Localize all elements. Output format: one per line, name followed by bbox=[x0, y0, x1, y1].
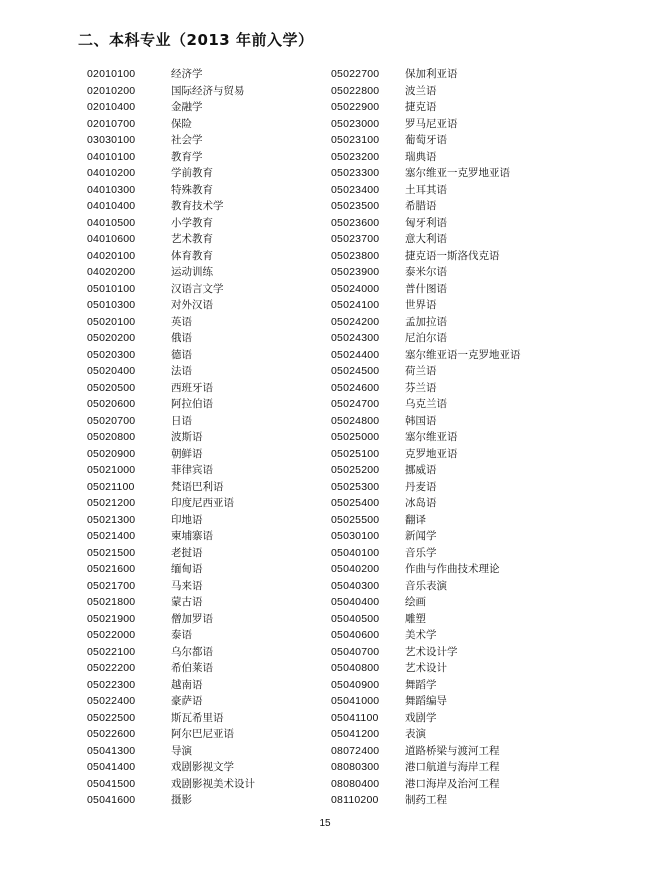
major-name: 运动训练 bbox=[171, 266, 213, 278]
major-list-left bbox=[87, 66, 357, 809]
major-row bbox=[87, 149, 357, 166]
major-row bbox=[87, 644, 357, 661]
major-code: 05022200 bbox=[87, 662, 136, 674]
major-code: 05020100 bbox=[87, 315, 136, 328]
major-row bbox=[331, 149, 601, 166]
major-row bbox=[331, 330, 601, 347]
major-name: 梵语巴利语 bbox=[171, 480, 224, 493]
major-code: 05024000 bbox=[331, 282, 380, 295]
major-row bbox=[331, 710, 601, 727]
major-code: 05040700 bbox=[331, 645, 380, 658]
major-row bbox=[87, 182, 357, 199]
major-code: 05025300 bbox=[331, 480, 380, 493]
major-row bbox=[331, 644, 601, 661]
major-code: 05023800 bbox=[331, 249, 380, 262]
major-name: 法语 bbox=[171, 365, 192, 377]
major-row bbox=[331, 297, 601, 314]
major-row bbox=[87, 330, 357, 347]
major-code: 08072400 bbox=[331, 744, 380, 757]
major-row bbox=[87, 743, 357, 760]
major-code: 05020300 bbox=[87, 348, 136, 361]
major-code: 05023000 bbox=[331, 117, 380, 130]
major-row bbox=[87, 677, 357, 694]
major-code: 05025200 bbox=[331, 464, 380, 476]
major-name: 体育教育 bbox=[171, 249, 213, 262]
major-row bbox=[331, 396, 601, 413]
major-code: 05022100 bbox=[87, 645, 136, 658]
major-name: 波斯语 bbox=[171, 431, 203, 443]
major-row bbox=[331, 528, 601, 545]
major-name: 马来语 bbox=[171, 579, 203, 592]
major-code: 08080300 bbox=[331, 761, 380, 773]
major-row bbox=[331, 281, 601, 298]
major-name: 波兰语 bbox=[405, 84, 437, 97]
major-code: 05022700 bbox=[331, 68, 380, 80]
major-code: 02010100 bbox=[87, 68, 136, 80]
major-code: 05021500 bbox=[87, 546, 136, 559]
major-name: 保险 bbox=[171, 117, 192, 130]
major-name: 克罗地亚语 bbox=[405, 447, 458, 460]
major-code: 05025000 bbox=[331, 431, 380, 443]
major-code: 05041400 bbox=[87, 761, 136, 773]
major-row bbox=[331, 561, 601, 578]
major-row bbox=[331, 231, 601, 248]
major-code: 05021400 bbox=[87, 530, 136, 542]
major-name: 音乐表演 bbox=[405, 579, 447, 592]
major-row bbox=[87, 380, 357, 397]
major-name: 缅甸语 bbox=[171, 563, 203, 575]
major-code: 04010600 bbox=[87, 233, 136, 245]
major-code: 05021900 bbox=[87, 612, 136, 625]
major-code: 05023400 bbox=[331, 183, 380, 196]
major-row bbox=[87, 446, 357, 463]
major-code: 05040500 bbox=[331, 612, 380, 625]
major-code: 05024500 bbox=[331, 365, 380, 377]
major-name: 豪萨语 bbox=[171, 695, 203, 707]
major-name: 国际经济与贸易 bbox=[171, 84, 245, 97]
major-name: 柬埔寨语 bbox=[171, 530, 213, 542]
major-name: 导演 bbox=[171, 744, 192, 757]
major-code: 05020600 bbox=[87, 398, 136, 410]
major-name: 艺术教育 bbox=[171, 233, 213, 245]
major-name: 艺术设计学 bbox=[405, 645, 458, 658]
major-name: 乌尔都语 bbox=[171, 645, 213, 658]
major-row bbox=[331, 743, 601, 760]
major-row bbox=[331, 479, 601, 496]
major-code: 05020700 bbox=[87, 414, 136, 427]
major-code: 05041600 bbox=[87, 794, 136, 806]
major-name: 俄语 bbox=[171, 332, 192, 344]
major-row bbox=[87, 594, 357, 611]
major-name: 印地语 bbox=[171, 513, 203, 526]
major-row bbox=[331, 264, 601, 281]
major-code: 04010500 bbox=[87, 216, 136, 229]
major-name: 乌克兰语 bbox=[405, 398, 447, 410]
major-name: 艺术设计 bbox=[405, 662, 447, 674]
major-row bbox=[87, 413, 357, 430]
major-name: 意大利语 bbox=[405, 233, 447, 245]
major-row bbox=[331, 347, 601, 364]
major-code: 05021600 bbox=[87, 563, 136, 575]
major-name: 塞尔维亚语一克罗地亚语 bbox=[405, 348, 521, 361]
major-row bbox=[331, 182, 601, 199]
major-name: 冰岛语 bbox=[405, 497, 437, 509]
major-row bbox=[331, 578, 601, 595]
major-row bbox=[87, 479, 357, 496]
major-list-right bbox=[331, 66, 601, 809]
major-row bbox=[87, 611, 357, 628]
major-code: 05020500 bbox=[87, 381, 136, 394]
major-code: 05021200 bbox=[87, 497, 136, 509]
major-name: 港口海岸及治河工程 bbox=[405, 777, 500, 790]
major-row bbox=[87, 578, 357, 595]
major-row bbox=[331, 248, 601, 265]
major-code: 05041500 bbox=[87, 777, 136, 790]
major-row bbox=[331, 792, 601, 809]
major-name: 教育学 bbox=[171, 150, 203, 163]
major-row bbox=[331, 380, 601, 397]
major-row bbox=[87, 726, 357, 743]
major-row bbox=[331, 132, 601, 149]
major-code: 05040200 bbox=[331, 563, 380, 575]
major-row bbox=[87, 693, 357, 710]
major-code: 05023300 bbox=[331, 167, 380, 179]
major-name: 僧加罗语 bbox=[171, 612, 213, 625]
major-row bbox=[331, 462, 601, 479]
major-code: 05024100 bbox=[331, 299, 380, 311]
major-row bbox=[87, 545, 357, 562]
major-code: 05021800 bbox=[87, 596, 136, 608]
major-name: 越南语 bbox=[171, 678, 203, 691]
major-name: 斯瓦希里语 bbox=[171, 711, 224, 724]
major-name: 作曲与作曲技术理论 bbox=[405, 563, 500, 575]
major-code: 02010700 bbox=[87, 117, 136, 130]
major-name: 雕塑 bbox=[405, 612, 426, 625]
major-name: 新闻学 bbox=[405, 530, 437, 542]
major-name: 港口航道与海岸工程 bbox=[405, 761, 500, 773]
major-code: 08110200 bbox=[331, 794, 379, 806]
major-row bbox=[87, 347, 357, 364]
major-row bbox=[331, 693, 601, 710]
major-name: 希腊语 bbox=[405, 200, 437, 212]
major-row bbox=[331, 66, 601, 83]
major-code: 04020200 bbox=[87, 266, 136, 278]
major-row bbox=[331, 776, 601, 793]
major-code: 04010200 bbox=[87, 167, 136, 179]
major-name: 菲律宾语 bbox=[171, 464, 213, 476]
major-code: 05020800 bbox=[87, 431, 136, 443]
page-number: 15 bbox=[319, 818, 331, 829]
major-name: 丹麦语 bbox=[405, 480, 437, 493]
major-code: 05022800 bbox=[331, 84, 380, 97]
major-row bbox=[87, 297, 357, 314]
major-code: 04020100 bbox=[87, 249, 136, 262]
major-code: 04010100 bbox=[87, 150, 136, 163]
major-row bbox=[331, 165, 601, 182]
major-row bbox=[87, 363, 357, 380]
major-row bbox=[87, 528, 357, 545]
major-code: 05022300 bbox=[87, 678, 136, 691]
major-name: 孟加拉语 bbox=[405, 315, 447, 328]
major-code: 05030100 bbox=[331, 530, 380, 542]
major-code: 05024600 bbox=[331, 381, 380, 394]
major-name: 世界语 bbox=[405, 299, 437, 311]
major-code: 03030100 bbox=[87, 134, 136, 146]
major-name: 泰米尔语 bbox=[405, 266, 447, 278]
major-row bbox=[331, 99, 601, 116]
major-name: 泰语 bbox=[171, 629, 192, 641]
major-row bbox=[87, 198, 357, 215]
major-code: 05024200 bbox=[331, 315, 380, 328]
major-name: 塞尔维亚一克罗地亚语 bbox=[405, 167, 510, 179]
major-name: 道路桥梁与渡河工程 bbox=[405, 744, 500, 757]
major-row bbox=[87, 495, 357, 512]
major-code: 05025500 bbox=[331, 513, 380, 526]
major-row bbox=[331, 495, 601, 512]
major-code: 05022000 bbox=[87, 629, 136, 641]
major-name: 绘画 bbox=[405, 596, 426, 608]
major-name: 翻译 bbox=[405, 513, 426, 526]
major-row bbox=[331, 660, 601, 677]
major-code: 02010200 bbox=[87, 84, 136, 97]
major-code: 05040300 bbox=[331, 579, 380, 592]
major-code: 05025100 bbox=[331, 447, 380, 460]
major-name: 音乐学 bbox=[405, 546, 437, 559]
major-name: 阿尔巴尼亚语 bbox=[171, 728, 234, 740]
major-code: 05040800 bbox=[331, 662, 380, 674]
major-code: 05025400 bbox=[331, 497, 380, 509]
major-name: 舞蹈学 bbox=[405, 678, 437, 691]
major-row bbox=[331, 611, 601, 628]
major-code: 04010400 bbox=[87, 200, 136, 212]
major-row bbox=[331, 363, 601, 380]
major-row bbox=[87, 429, 357, 446]
major-code: 05023900 bbox=[331, 266, 380, 278]
major-code: 05021100 bbox=[87, 480, 135, 493]
major-name: 罗马尼亚语 bbox=[405, 117, 458, 130]
major-name: 韩国语 bbox=[405, 414, 437, 427]
major-row bbox=[331, 594, 601, 611]
major-row bbox=[87, 776, 357, 793]
major-name: 舞蹈编导 bbox=[405, 695, 447, 707]
major-name: 金融学 bbox=[171, 101, 203, 113]
major-name: 小学教育 bbox=[171, 216, 213, 229]
major-row bbox=[331, 83, 601, 100]
major-row bbox=[331, 627, 601, 644]
major-name: 对外汉语 bbox=[171, 299, 213, 311]
major-name: 阿拉伯语 bbox=[171, 398, 213, 410]
major-name: 蒙古语 bbox=[171, 596, 203, 608]
major-name: 日语 bbox=[171, 414, 192, 427]
major-name: 挪威语 bbox=[405, 464, 437, 476]
major-name: 汉语言文学 bbox=[171, 282, 224, 295]
major-name: 希伯莱语 bbox=[171, 662, 213, 674]
major-name: 朝鲜语 bbox=[171, 447, 203, 460]
major-code: 05023600 bbox=[331, 216, 380, 229]
major-name: 英语 bbox=[171, 315, 192, 328]
major-code: 05041300 bbox=[87, 744, 136, 757]
major-row bbox=[87, 99, 357, 116]
major-code: 05041000 bbox=[331, 695, 380, 707]
major-row bbox=[87, 660, 357, 677]
major-name: 戏剧影视美术设计 bbox=[171, 777, 255, 790]
major-code: 05010300 bbox=[87, 299, 136, 311]
major-row bbox=[87, 116, 357, 133]
major-code: 05022900 bbox=[331, 101, 380, 113]
major-name: 经济学 bbox=[171, 68, 203, 80]
major-name: 捷克语一斯洛伐克语 bbox=[405, 249, 500, 262]
major-code: 05020200 bbox=[87, 332, 136, 344]
major-code: 02010400 bbox=[87, 101, 136, 113]
major-name: 葡萄牙语 bbox=[405, 134, 447, 146]
major-code: 08080400 bbox=[331, 777, 380, 790]
major-name: 塞尔维亚语 bbox=[405, 431, 458, 443]
major-name: 社会学 bbox=[171, 134, 203, 146]
major-code: 05040900 bbox=[331, 678, 380, 691]
major-row bbox=[87, 396, 357, 413]
major-code: 05020400 bbox=[87, 365, 136, 377]
major-row bbox=[87, 512, 357, 529]
major-code: 05021300 bbox=[87, 513, 136, 526]
major-code: 05022400 bbox=[87, 695, 136, 707]
major-name: 制药工程 bbox=[405, 794, 447, 806]
major-code: 05020900 bbox=[87, 447, 136, 460]
major-row bbox=[87, 561, 357, 578]
major-row bbox=[331, 116, 601, 133]
major-code: 05024800 bbox=[331, 414, 380, 427]
major-row bbox=[87, 165, 357, 182]
major-code: 05040100 bbox=[331, 546, 380, 559]
major-row bbox=[87, 281, 357, 298]
major-code: 05023200 bbox=[331, 150, 380, 163]
major-row bbox=[331, 677, 601, 694]
major-row bbox=[331, 726, 601, 743]
major-name: 尼泊尔语 bbox=[405, 332, 447, 344]
major-row bbox=[87, 627, 357, 644]
major-name: 荷兰语 bbox=[405, 365, 437, 377]
major-name: 印度尼西亚语 bbox=[171, 497, 234, 509]
major-row bbox=[331, 314, 601, 331]
major-name: 老挝语 bbox=[171, 546, 203, 559]
major-code: 05010100 bbox=[87, 282, 136, 295]
major-row bbox=[331, 512, 601, 529]
major-row bbox=[87, 66, 357, 83]
major-code: 05021000 bbox=[87, 464, 136, 476]
major-name: 西班牙语 bbox=[171, 381, 213, 394]
major-name: 捷克语 bbox=[405, 101, 437, 113]
major-code: 05040400 bbox=[331, 596, 380, 608]
major-name: 瑞典语 bbox=[405, 150, 437, 163]
major-code: 05022600 bbox=[87, 728, 136, 740]
major-row bbox=[331, 198, 601, 215]
major-name: 特殊教育 bbox=[171, 183, 213, 196]
major-code: 05024400 bbox=[331, 348, 380, 361]
major-name: 摄影 bbox=[171, 794, 192, 806]
major-row bbox=[87, 314, 357, 331]
major-row bbox=[331, 446, 601, 463]
major-name: 普什图语 bbox=[405, 282, 447, 295]
major-code: 05023500 bbox=[331, 200, 380, 212]
major-row bbox=[331, 759, 601, 776]
major-name: 保加利亚语 bbox=[405, 68, 458, 80]
major-name: 教育技术学 bbox=[171, 200, 224, 212]
major-code: 05041200 bbox=[331, 728, 380, 740]
major-code: 05021700 bbox=[87, 579, 136, 592]
major-row bbox=[87, 231, 357, 248]
major-name: 戏剧影视文学 bbox=[171, 761, 234, 773]
major-code: 05041100 bbox=[331, 711, 379, 724]
major-row bbox=[87, 264, 357, 281]
major-code: 04010300 bbox=[87, 183, 136, 196]
major-name: 芬兰语 bbox=[405, 381, 437, 394]
major-row bbox=[331, 429, 601, 446]
major-code: 05024700 bbox=[331, 398, 380, 410]
major-code: 05023700 bbox=[331, 233, 380, 245]
major-row bbox=[87, 792, 357, 809]
major-code: 05022500 bbox=[87, 711, 136, 724]
major-row bbox=[331, 545, 601, 562]
major-code: 05024300 bbox=[331, 332, 380, 344]
major-code: 05023100 bbox=[331, 134, 380, 146]
major-row bbox=[331, 215, 601, 232]
major-row bbox=[87, 132, 357, 149]
section-title: 二、本科专业（2013 年前入学） bbox=[78, 31, 314, 49]
major-name: 戏剧学 bbox=[405, 711, 437, 724]
major-row bbox=[331, 413, 601, 430]
major-row bbox=[87, 83, 357, 100]
major-row bbox=[87, 462, 357, 479]
major-code: 05040600 bbox=[331, 629, 380, 641]
major-name: 土耳其语 bbox=[405, 183, 447, 196]
major-name: 德语 bbox=[171, 348, 192, 361]
major-name: 匈牙利语 bbox=[405, 216, 447, 229]
major-row bbox=[87, 248, 357, 265]
major-name: 表演 bbox=[405, 728, 426, 740]
major-row bbox=[87, 215, 357, 232]
major-row bbox=[87, 710, 357, 727]
major-name: 美术学 bbox=[405, 629, 437, 641]
major-row bbox=[87, 759, 357, 776]
major-name: 学前教育 bbox=[171, 167, 213, 179]
